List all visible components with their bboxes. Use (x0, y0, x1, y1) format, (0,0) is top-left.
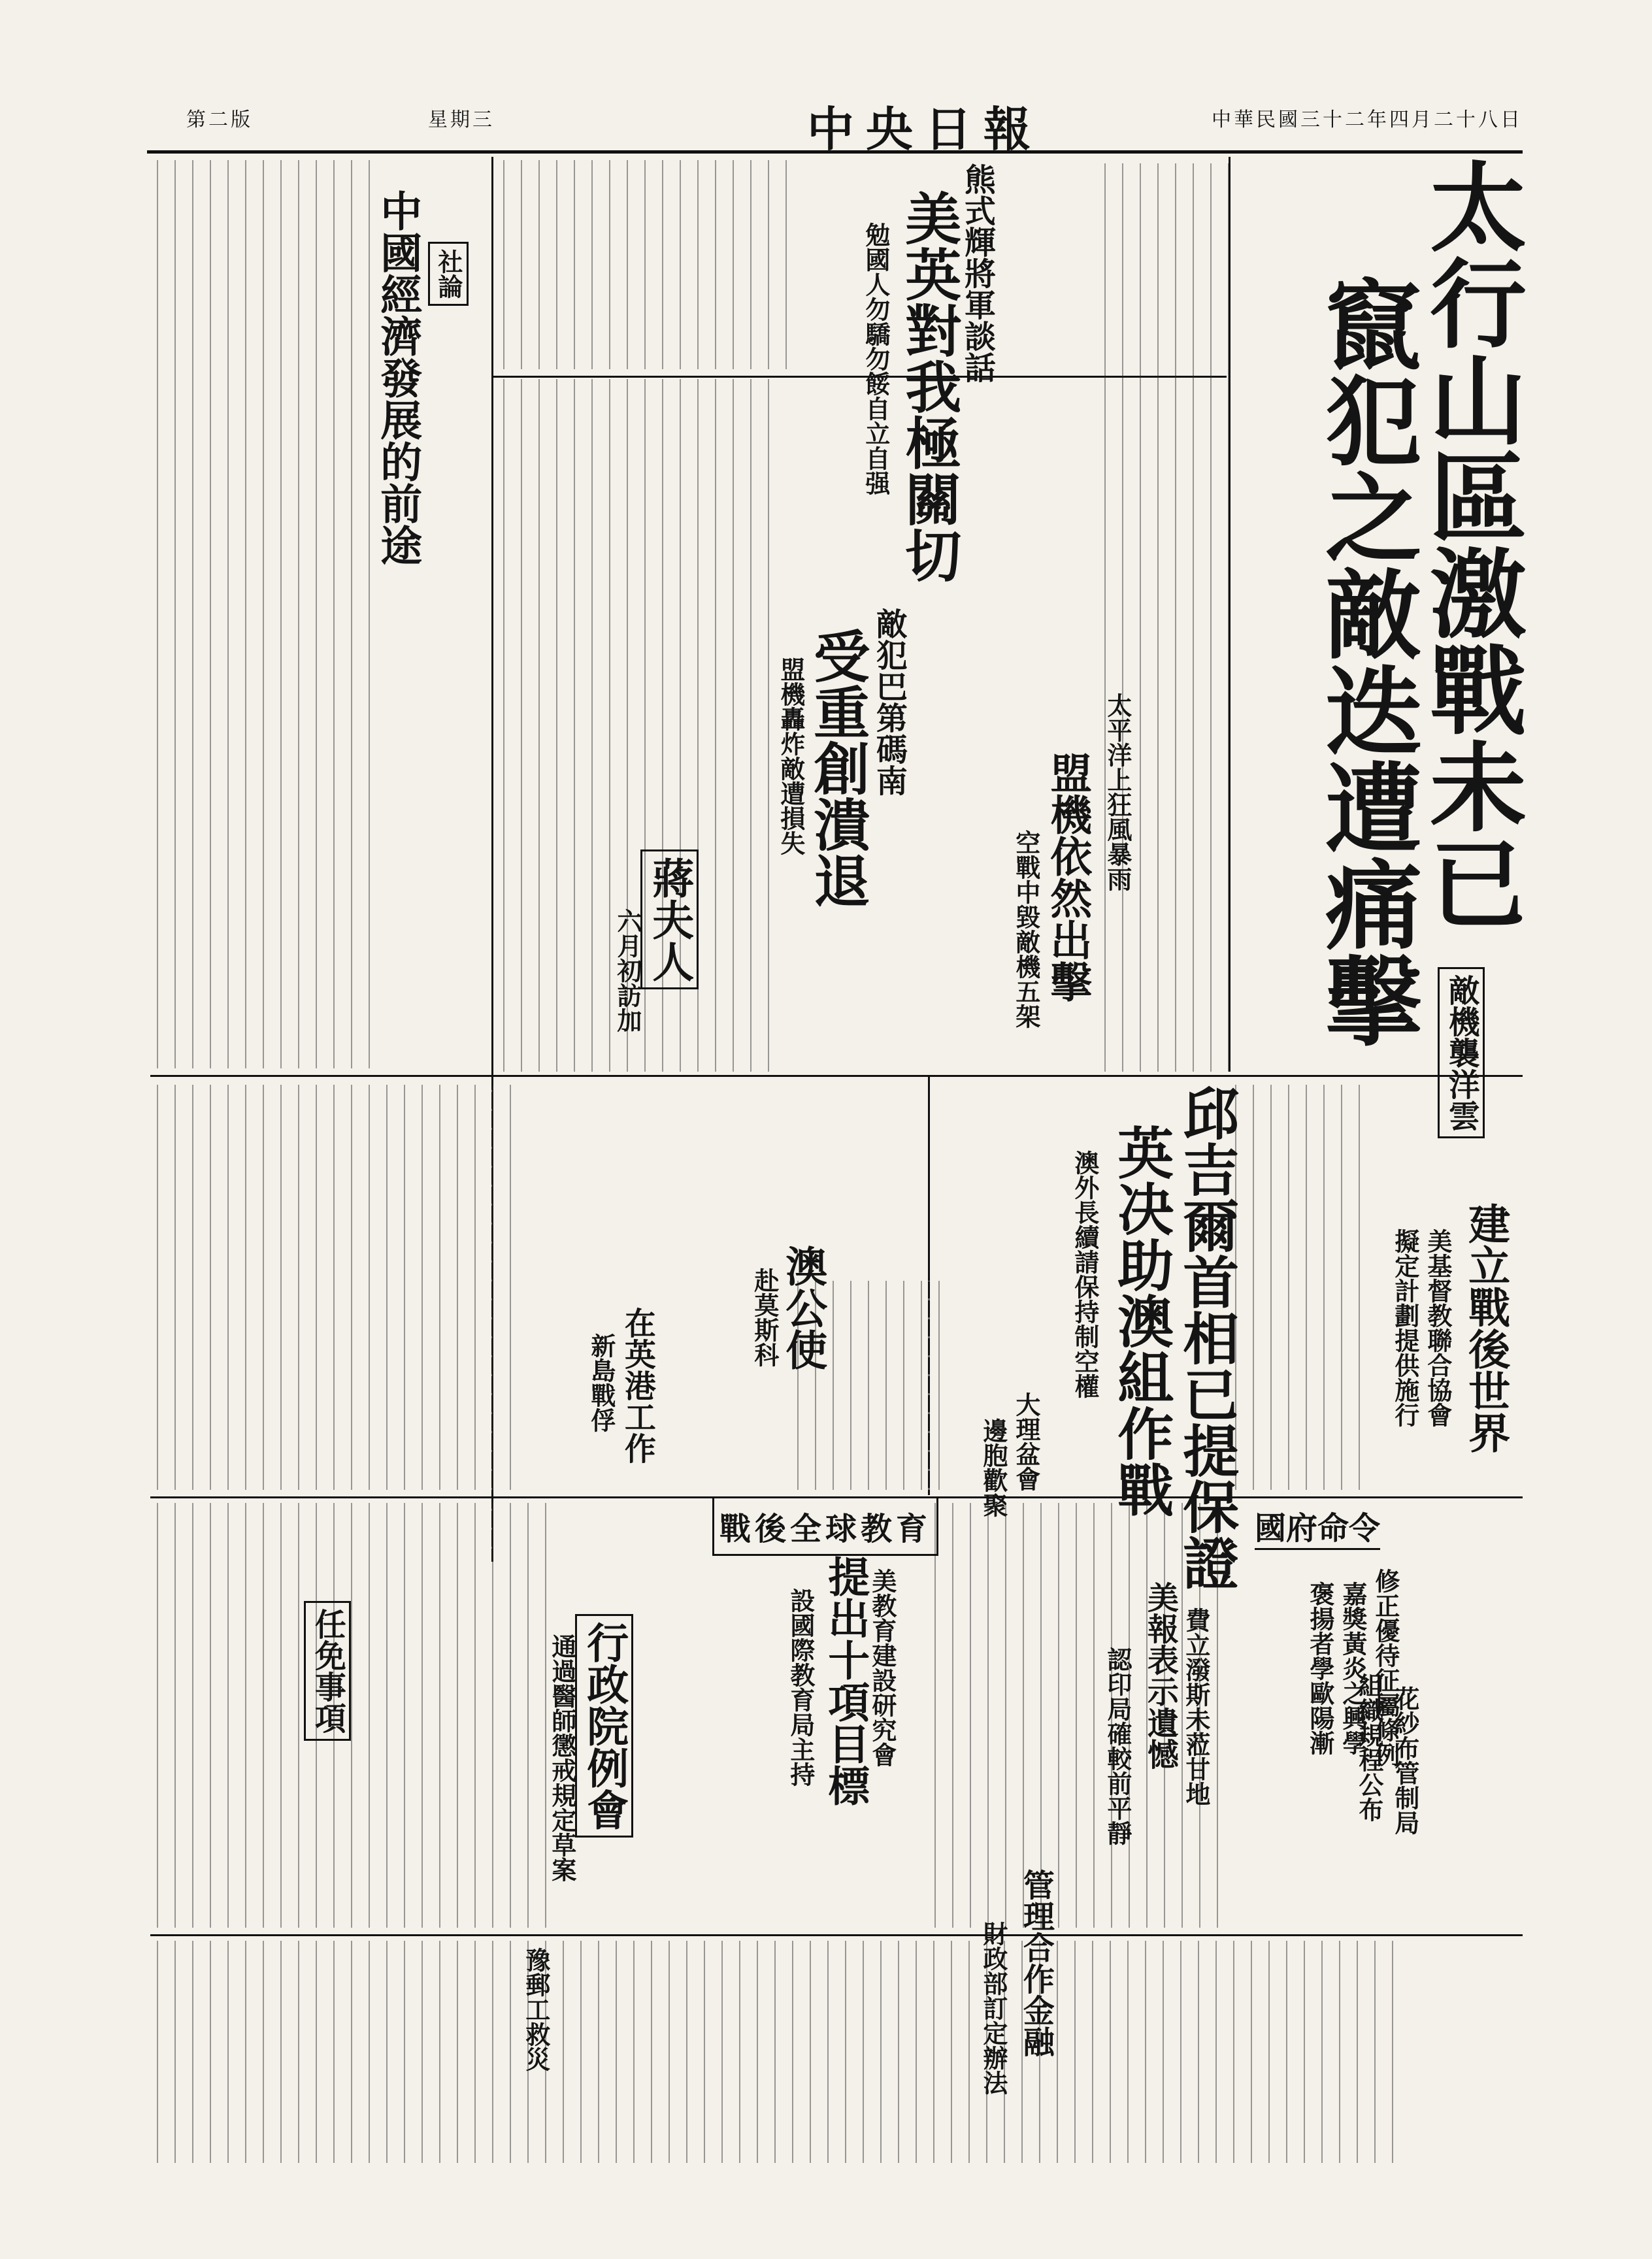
body-text-block (157, 1085, 516, 1490)
editorial-label: 社論 (428, 242, 469, 306)
madame-headline: 蔣夫人 (640, 849, 699, 989)
xiong-headline: 美英對我極關切 (895, 190, 962, 583)
enemy-raid-box: 敵機襲洋雲 (1438, 967, 1485, 1138)
body-text-block (1235, 1085, 1366, 1490)
textile-kicker: 花紗布管制局 (1390, 1686, 1420, 1835)
pacific-subhead: 空戰中毀敵機五架 (1011, 830, 1041, 1029)
body-text-block (157, 1941, 1398, 2163)
appointments-headline: 任免事項 (304, 1601, 351, 1741)
masthead (147, 91, 1523, 157)
page-number: 第二版 (186, 108, 253, 131)
body-text-block (157, 1503, 562, 1928)
education-subhead: 設國際教育局主持 (785, 1588, 816, 1787)
xiong-kicker: 熊式輝將軍談話 (959, 163, 996, 383)
issue-date: 中華民國三十二年四月二十八日 (1212, 108, 1523, 131)
decree-item-1: 修正優待征屬條例 (1370, 1568, 1400, 1767)
enemy-subhead: 盟機轟炸敵遭損失 (776, 657, 806, 855)
education-kicker: 美教育建設研究會 (867, 1568, 897, 1767)
pacific-headline: 盟機依然出擊 (1043, 751, 1093, 1002)
weekday: 星期三 (428, 108, 495, 131)
henan-headline: 豫郵工救災 (521, 1947, 551, 2071)
body-text-block (1104, 163, 1229, 1072)
lead-headline: 太行山區激戰未已 (1414, 157, 1528, 931)
india-subhead: 認印局確較前平靜 (1102, 1647, 1132, 1845)
education-banner: 戰後全球教育 (712, 1496, 938, 1556)
india-headline: 美報表示遺憾 (1142, 1581, 1179, 1770)
postwar-subhead: 擬定計劃提供施行 (1390, 1228, 1420, 1427)
editorial-title: 中國經濟發展的前途 (373, 190, 423, 566)
enemy-kicker: 敵犯巴第碼南 (870, 608, 908, 796)
hk-subhead: 新島戰俘 (586, 1333, 616, 1432)
postwar-kicker: 美基督教聯合協會 (1423, 1228, 1453, 1427)
body-text-block (503, 160, 797, 369)
aus-envoy-headline: 澳公使 (778, 1245, 828, 1370)
xiong-subhead: 勉國人勿驕勿餒自立自强 (861, 222, 891, 495)
textile-headline: 組織規程公布 (1354, 1673, 1384, 1822)
education-headline: 提出十項目標 (821, 1555, 870, 1806)
exec-yuan-subhead: 通過醫師懲戒規定草案 (547, 1634, 577, 1882)
dali-headline: 大理盆會 (1011, 1392, 1041, 1491)
madame-subhead: 六月初訪加 (612, 908, 642, 1032)
lead-subheadline: 竄犯之敵迭遭痛擊 (1310, 274, 1423, 1048)
decree-headline: 國府命令 (1255, 1503, 1380, 1550)
decree-item-2: 嘉獎黃炎之興學 (1338, 1581, 1368, 1755)
decree-item-3: 褒揚者學歐陽漸 (1305, 1581, 1335, 1755)
enemy-headline: 受重創潰退 (804, 627, 870, 908)
postwar-headline: 建立戰後世界 (1461, 1202, 1511, 1453)
exec-yuan-headline: 行政院例會 (575, 1614, 633, 1838)
india-kicker: 費立潑斯未蒞甘地 (1181, 1608, 1211, 1806)
rule-h4 (150, 1934, 1523, 1936)
coop-headline: 管理合作金融 (1017, 1869, 1055, 2057)
churchill-subhead: 澳外長續請保持制空權 (1070, 1150, 1100, 1398)
churchill-headline: 邱吉爾首相已提保證 (1173, 1085, 1240, 1591)
rule-h2 (150, 1075, 1523, 1077)
dali-subhead: 邊胞歡聚 (978, 1418, 1008, 1517)
pacific-kicker: 太平洋上狂風暴雨 (1102, 693, 1132, 891)
aus-envoy-subhead: 赴莫斯科 (750, 1268, 780, 1367)
coop-subhead: 財政部訂定辦法 (978, 1921, 1008, 2095)
rule-v3 (1229, 157, 1231, 1072)
newspaper-title: 中央日報 (807, 101, 1043, 157)
churchill-subheadline: 英决助澳組作戰 (1108, 1124, 1174, 1517)
body-text-block (157, 160, 372, 1068)
hk-headline: 在英港工作 (619, 1307, 656, 1464)
